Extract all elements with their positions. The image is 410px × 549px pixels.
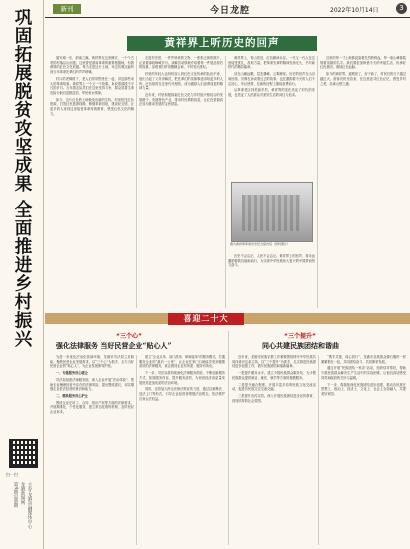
photo-caption: 图为黄祥界革命历史纪念馆内景（资料图片）	[230, 242, 291, 246]
main-column-1	[50, 56, 134, 308]
right-article-tag: “三个提升”	[284, 333, 316, 340]
paragraph: 三是提升宣传实效。深入开展民族团结进步宣传教育，营造浓厚的社会氛围。	[232, 393, 316, 403]
paragraph: 瑞安城一东，浙南之巅，黄祥界在这里横亘，一个个古老的村落沿山而建。这里曾是浙南革命的重要根据地，有着深厚的红色文化底蕴。每当走进这片土地，耳边仿佛还能听到当年革命先辈们的声声呐喊。	[50, 56, 134, 75]
right-article-title: 同心共建民族团结和谐曲	[262, 341, 339, 350]
paragraph: 近年来，龙港市民族宗教工作紧紧围绕铸牢中华民族共同体意识这条主线，以“三个提升”为抓手，扎实推进民族团结进步创建工作，谱写民族团结和谐新篇章。	[232, 355, 316, 369]
right-article-col-1	[232, 355, 316, 545]
main-column-2	[139, 56, 223, 308]
paragraph: 站在山巅远眺，层峦叠嶂，云雾缭绕。历史的回声在山谷间回荡，仿佛在诉说着过去的故事，也在激励着今天的人们不忘初心、牢记使命，在新的征程上继续奋勇前行。	[228, 72, 315, 86]
main-column-3	[228, 56, 315, 178]
special-banner: 喜迎二十大	[168, 313, 244, 325]
paragraph: 下一步，司法局将持续深化法律服务供给，不断创新服务方式，拓展服务内容，提升服务质效，为民营经济高质量发展营造更加优质的法治环境。	[139, 371, 225, 385]
qr-code-icon	[9, 439, 38, 468]
paragraph: 二是提升融合程度。开展丰富多彩的民族文化交流活动，促进各民族交往交流交融。	[232, 382, 316, 392]
main-column-4	[320, 56, 406, 308]
left-article-title: 强化法律服务 当好民营企业“贴心人”	[56, 341, 172, 350]
column-divider	[228, 331, 229, 545]
paragraph: 近年来，村里积极探索红色文化与乡村振兴相结合的发展路子，发展特色产业，带动村民增收致富，让红色资源真正成为推动发展的宝贵财富。	[139, 92, 223, 107]
publication-date: 2022年10月14日	[330, 7, 379, 14]
paragraph: 从革命老区到美丽乡村，黄祥界的变化见证了时代的发展，也见证了人民群众对美好生活的向往与追求。	[228, 88, 315, 97]
paragraph: 历史不会忘记，人民不会忘记。黄祥界上的回声，将永远激励着我们砥砺前行，为实现中华民族伟大复兴的中国梦而努力奋斗。	[228, 254, 315, 268]
paragraph: 一是提升服务水平。建立少数民族群众服务站，为少数民族群众提供就业、就医、就学等方面的便捷服务。	[232, 371, 316, 380]
paragraph: 建立“企业点单、部门派单、律师接单”的服务模式，打通服务企业的“最后一公里”，让企业在家门口就能享受到便捷高效的法律服务，真正做到企业有所需、服务有所应。	[139, 355, 225, 369]
left-article-col-1	[50, 355, 134, 545]
issue-tag: 新刊	[53, 4, 81, 14]
sidebar-info-2: 龙港新闻网	[20, 482, 25, 505]
column-divider	[136, 355, 137, 545]
paragraph: 下一步，将继续深化民族团结进步创建，推动各民族在思想上、政治上、经济上、文化上、社会上全面融入，共建美好家园。	[321, 382, 406, 396]
paragraph: 如今的黄祥界，道路宽了，房子新了，村民们的日子越过越红火。游客们纷至沓来，在这里追寻红色记忆，感受乡村之美，品味山野之趣。	[320, 72, 406, 86]
sidebar-info-3: 第4期总第期	[13, 482, 18, 508]
main-headline: 黄祥界上听历史的回声	[127, 36, 317, 51]
paragraph: 司法局组建法律服务团，深入企业开展“法治体检”，帮助企业梳理经营中存在的法律风险，提出整改建议，切实增强企业依法经营的意识和能力。	[50, 377, 134, 392]
section-heading: 二、精准服务用心护企	[56, 393, 88, 398]
column-divider	[225, 56, 226, 308]
left-article-tag: “三个心”	[116, 333, 142, 340]
paragraph: “携手共建，同心同行”，龙港市各族群众像石榴籽一样紧紧抱在一起，共同团结奋斗、共同繁荣发展。	[321, 355, 406, 364]
paragraph: 村口的老樟树下，老人们常常围坐在一起，讲述那些动人的革命故事。黄祥界上一个又一个故事，诉说着那段不平凡的岁月。当年游击队员们在这里坚持斗争，群众冒着生命危险为他们送粮送信，军民鱼水情深。	[50, 76, 134, 95]
paragraph: 如今，这片红色的土地焕发出新的生机。村里依托红色资源，打造红色旅游线路，修缮革命旧址，建设纪念馆，让更多的人来到这里接受革命传统教育，感受红色文化的魅力。	[50, 97, 134, 116]
left-article-col-2	[139, 355, 225, 545]
page-number: 3	[396, 3, 407, 14]
paragraph: 同时，还将加大涉企法律法规宣传力度，通过以案释法、送法上门等形式，引导企业经营者增强法治观念，依法维护自身合法权益。	[139, 387, 225, 401]
column-divider	[318, 355, 319, 545]
paragraph: 为进一步优化法治化营商环境，龙港市司法局立足职能，聚焦民营企业发展需求，以“三个心”为抓手，全力当好民营企业的“贴心人”，为企业发展保驾护航。	[50, 355, 134, 369]
article-photo	[231, 182, 313, 242]
qr-note: 扫一扫	[6, 472, 18, 477]
paragraph: 围绕企业在用工、合同、知识产权等方面的法律需求，开展精准化、个性化服务，建立常态化联络机制，及时回应企业诉求。	[50, 400, 134, 415]
right-article-col-2	[321, 355, 406, 545]
photo-detail	[242, 195, 300, 231]
header-rule	[45, 17, 410, 18]
page-header	[45, 0, 410, 24]
paragraph: 通过开展“民族团结一家亲”活动，组织结对帮扶，帮助少数民族群众解决生产生活中的实际困难，让他们真切感受到党和政府的关怀与温暖。	[321, 366, 406, 380]
paragraph: 黄祥界上，青山依旧，红色精神永存。一代又一代人在这里接受洗礼，汲取力量，把革命先辈的精神发扬光大，书写新时代的精彩篇章。	[228, 56, 315, 70]
paragraph: 走进村史馆，一件件珍贵的文物、一张张泛黄的照片，记录着那段峥嵘岁月。讲解员动情地介绍着每一件展品背后的故事，参观者们听得聚精会神，不时发出感叹。	[139, 56, 223, 70]
paragraph: 这里的每一寸土地都浸染着先烈的鲜血，每一座山峰都铭刻着英雄的名字。我们要倍加珍惜今天的幸福生活，传承好红色基因，赓续红色血脉。	[320, 56, 406, 70]
paper-name: 今日龙腔	[210, 6, 251, 16]
main-column-3b	[228, 254, 315, 308]
section-heading: 一、专题服务用心暖企	[56, 371, 88, 376]
paragraph: 村里的年轻人也纷纷加入到红色文化传承的队伍中来，他们当起了义务讲解员，把先辈们的英雄事迹讲给更多的人听。红色基因在这里代代相传，成为激励人们奋勇前进的精神力量。	[139, 72, 223, 91]
column-divider	[136, 56, 137, 308]
sidebar	[0, 0, 44, 549]
column-divider	[317, 56, 318, 308]
sidebar-slogan: 巩固拓展脱贫攻坚成果 全面推进乡村振兴	[12, 8, 32, 349]
sidebar-info-1: 主办:龙港市融媒体中心	[27, 482, 32, 529]
